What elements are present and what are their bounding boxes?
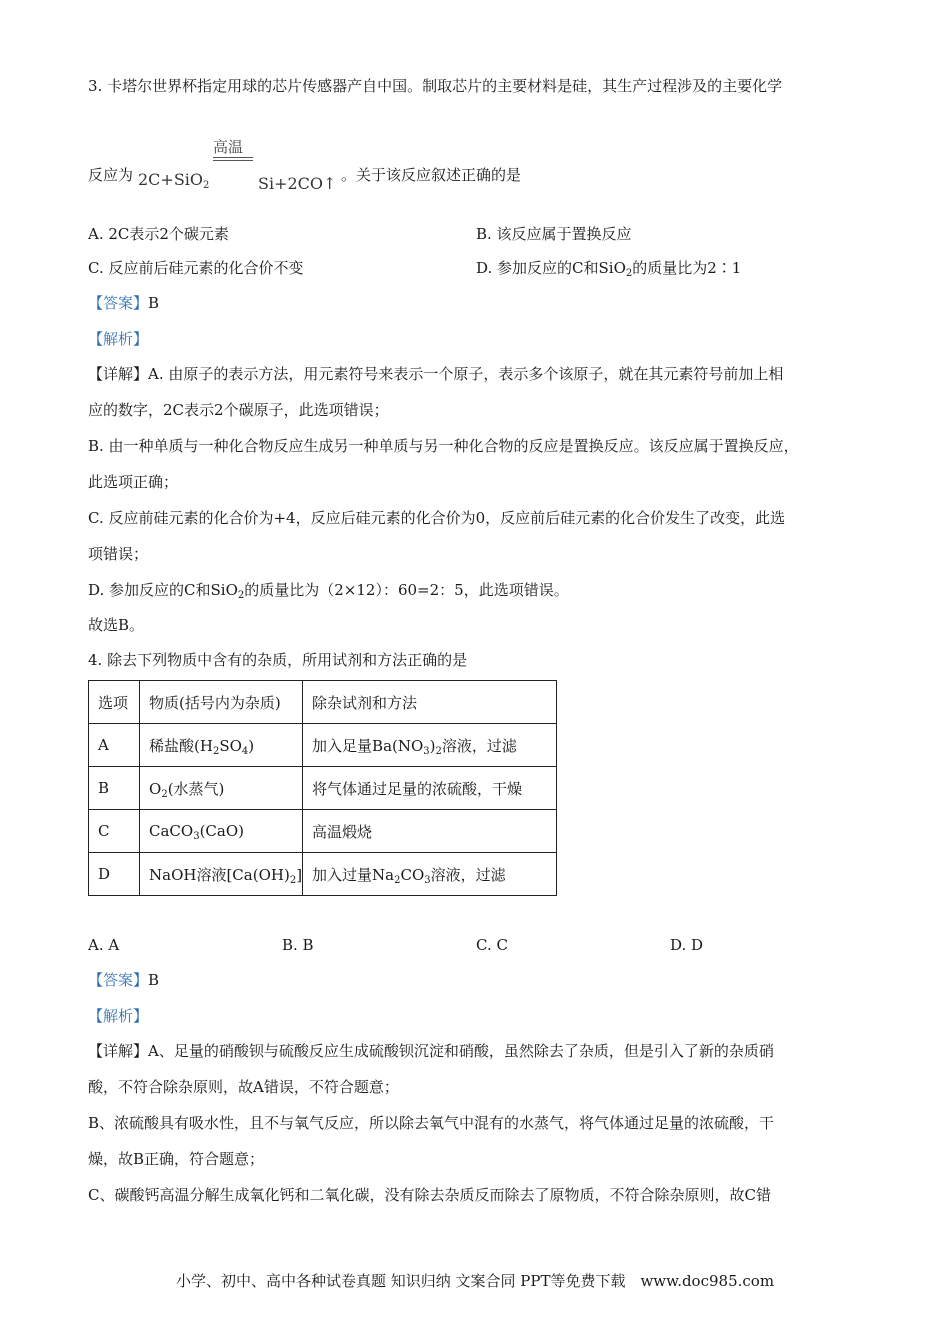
- eq-double-bar-bottom: [213, 160, 253, 161]
- q3-detail-c1: C. 反应前硅元素的化合价为+4，反应后硅元素的化合价为0，反应前后硅元素的化合价发生了改变，此选: [88, 509, 786, 527]
- table-row: [89, 810, 557, 853]
- table-header: 物质(括号内为杂质): [140, 681, 303, 724]
- table-cell-substance: $O_2$(水蒸气): [140, 767, 303, 810]
- q4-stem: 4. 除去下列物质中含有的杂质，所用试剂和方法正确的是: [88, 651, 468, 669]
- table-header-row: [89, 681, 557, 724]
- eq-suffix: 。关于该反应叙述正确的是: [341, 166, 522, 184]
- q3-option-b: B. 该反应属于置换反应: [476, 225, 632, 243]
- q3-detail-a1: 【详解】A. 由原子的表示方法，用元素符号来表示一个原子，表示多个该原子，就在其元素符号前加上相: [88, 365, 784, 383]
- q4-answer: 【答案】B: [88, 971, 160, 989]
- page-footer: 小学、初中、高中各种试卷真题 知识归纳 文案合同 PPT等免费下载 www.doc985.com: [175, 1272, 775, 1290]
- q3-option-d: D. 参加反应的C和SiO$_2$的质量比为2∶1: [476, 259, 742, 279]
- q3-detail-c2: 项错误；: [88, 545, 149, 563]
- q4-option-d: D. D: [670, 936, 704, 954]
- q3-detail-d: D. 参加反应的C和SiO$_2$的质量比为（2×12）：60=2：5，此选项错误。: [88, 581, 569, 601]
- table-cell-method: 加入足量$Ba(NO_3)_2$溶液，过滤: [303, 724, 557, 767]
- q4-analysis-tag: 【解析】: [88, 1007, 149, 1025]
- q4-detail-b2: 燥，故B正确，符合题意；: [88, 1150, 265, 1168]
- q3-option-c: C. 反应前后硅元素的化合价不变: [88, 259, 304, 277]
- q4-option-b: B. B: [282, 936, 314, 954]
- q4-option-c: C. C: [476, 936, 508, 954]
- eq-condition: 高温: [213, 138, 244, 156]
- table-cell-method: 将气体通过足量的浓硫酸，干燥: [303, 767, 557, 810]
- table-cell-option: C: [89, 810, 140, 853]
- table-cell-substance: CaCO$_3$(CaO): [140, 810, 303, 853]
- q3-detail-a2: 应的数字，2C表示2个碳原子，此选项错误；: [88, 401, 389, 419]
- eq-reactants: 2C+SiO$_2$: [138, 170, 210, 191]
- q4-table: [88, 680, 557, 896]
- q3-equation: [88, 134, 648, 204]
- table-row: [89, 724, 557, 767]
- table-cell-option: D: [89, 853, 140, 896]
- q3-option-a: A. 2C表示2个碳元素: [88, 225, 229, 243]
- q4-option-a: A. A: [88, 936, 120, 954]
- eq-products: Si+2CO↑: [258, 174, 337, 193]
- q4-detail-b1: B、浓硫酸具有吸水性，且不与氧气反应，所以除去氧气中混有的水蒸气，将气体通过足量的浓硫酸，干: [88, 1114, 775, 1132]
- table-cell-method: 加入过量$Na_2CO_3$溶液，过滤: [303, 853, 557, 896]
- table-row: [89, 767, 557, 810]
- q3-analysis-tag: 【解析】: [88, 330, 149, 348]
- q3-detail-b2: 此选项正确；: [88, 473, 179, 491]
- q4-detail-a1: 【详解】A、足量的硝酸钡与硫酸反应生成硫酸钡沉淀和硝酸，虽然除去了杂质，但是引入了新的杂质硝: [88, 1042, 774, 1060]
- q3-detail-b1: B. 由一种单质与一种化合物反应生成另一种单质与另一种化合物的反应是置换反应。该反应属于置换反应，: [88, 437, 799, 455]
- table-cell-option: B: [89, 767, 140, 810]
- table-header: 除杂试剂和方法: [303, 681, 557, 724]
- table-cell-option: A: [89, 724, 140, 767]
- q4-detail-c1: C、碳酸钙高温分解生成氧化钙和二氧化碳，没有除去杂质反而除去了原物质，不符合除杂原则，故C错: [88, 1186, 771, 1204]
- q4-detail-a2: 酸，不符合除杂原则，故A错误，不符合题意；: [88, 1078, 399, 1096]
- table-row: [89, 853, 557, 896]
- q3-answer: 【答案】B: [88, 294, 160, 312]
- q3-stem: 3. 卡塔尔世界杯指定用球的芯片传感器产自中国。制取芯片的主要材料是硅，其生产过程涉及的主要化学: [88, 77, 783, 95]
- eq-prefix: 反应为: [88, 166, 134, 184]
- table-cell-substance: NaOH溶液$[Ca(OH)_2]$: [140, 853, 303, 896]
- table-header: 选项: [89, 681, 140, 724]
- eq-double-bar-top: [213, 157, 253, 158]
- table-cell-method: 高温煅烧: [303, 810, 557, 853]
- q3-conclusion: 故选B。: [88, 616, 145, 634]
- table-cell-substance: 稀盐酸$(H_2SO_4)$: [140, 724, 303, 767]
